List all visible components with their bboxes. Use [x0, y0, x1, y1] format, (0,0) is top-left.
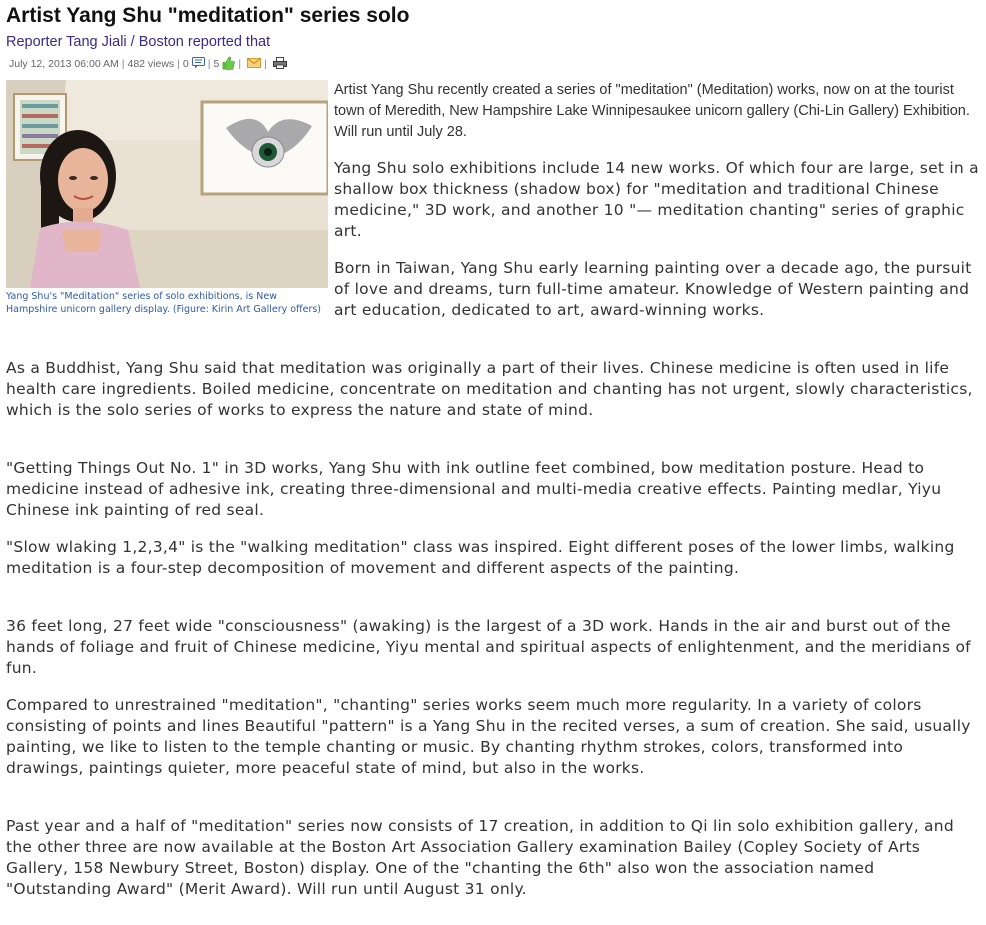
- speech-bubble-icon[interactable]: [192, 57, 205, 72]
- paragraph: Compared to unrestrained "meditation", "chanting" series works seem much more regularity. In a variety of colors consisting of points and lines Beautiful "pattern" is a Yang Shu in the recited verses, a sum of creation. She said, usually painting, we like to listen to the temple chanting or music. By chanting rhythm strokes, colors, transformed into drawings, paintings quieter, more peaceful state of mind, but also in the works.: [6, 696, 971, 777]
- photo-caption: Yang Shu's "Meditation" series of solo exhibitions, is New Hampshire unicorn gallery display. (Figure: Kirin Art Gallery offers): [6, 291, 322, 315]
- envelope-icon[interactable]: [247, 58, 261, 71]
- paragraph: Born in Taiwan, Yang Shu early learning painting over a decade ago, the pursuit of love and dreams, turn full-time amateur. Knowledge of Western painting and art education, dedicated to art, award-winning works.: [334, 259, 972, 319]
- paragraph: Past year and a half of "meditation" series now consists of 17 creation, in addition to Qi lin solo exhibition gallery, and the other three are now available at the Boston Art Association Gallery examination Bailey (Copley Society of Arts Gallery, 158 Newbury Street, Boston) display. One of the "chanting the 6th" also won the association named "Outstanding Award" (Merit Award). Will run until August 31 only.: [6, 817, 954, 898]
- paragraph: 36 feet long, 27 feet wide "consciousness" (awaking) is the largest of a 3D work. Hands in the air and burst out of the hands of foliage and fruit of Chinese medicine, Yiyu mental and spiritual aspects of enlightenment, and the meridians of fun.: [6, 617, 971, 677]
- article-byline[interactable]: Reporter Tang Jiali / Boston reported that: [6, 34, 271, 50]
- thumbs-up-icon[interactable]: [222, 56, 235, 73]
- publish-date: July 12, 2013 06:00 AM: [9, 58, 119, 70]
- paragraph: "Getting Things Out No. 1" in 3D works, Yang Shu with ink outline feet combined, bow meditation posture. Head to medicine instead of adhesive ink, creating three-dimensional and multi-media creative effects. Painting medlar, Yiyu Chinese ink painting of red seal.: [6, 459, 942, 519]
- paragraph: As a Buddhist, Yang Shu said that meditation was originally a part of their lives. Chinese medicine is often used in life health care ingredients. Boiled medicine, concentrate on meditation and chanting has not urgent, slowly characteristics, which is the solo series of works to express the nature and state of mind.: [6, 359, 973, 419]
- comment-count[interactable]: 0: [182, 58, 189, 70]
- article-meta: July 12, 2013 06:00 AM | 482 views | 0 | 5 | |: [9, 57, 287, 71]
- paragraph-lead: Artist Yang Shu recently created a series of "meditation" (Meditation) works, now on at the tourist town of Meredith, New Hampshire Lake Winnipesaukee unicorn gallery (Chi-Lin Gallery) Exhibition. Will run until July 28.: [334, 82, 970, 140]
- like-count: 5: [213, 58, 220, 70]
- printer-icon[interactable]: [273, 57, 287, 72]
- paragraph: "Slow wlaking 1,2,3,4" is the "walking meditation" class was inspired. Eight different poses of the lower limbs, walking meditation is a four-step decomposition of movement and different aspects of the painting.: [6, 538, 955, 577]
- paragraph: Yang Shu solo exhibitions include 14 new works. Of which four are large, set in a shallow box thickness (shadow box) for "meditation and traditional Chinese medicine," 3D work, and another 10 "— meditation chanting" series of graphic art.: [334, 159, 979, 240]
- artist-photo: [6, 80, 328, 288]
- article-photo-figure: [6, 80, 328, 316]
- view-count: 482 views: [127, 58, 175, 70]
- article-title: Artist Yang Shu "meditation" series solo: [6, 4, 410, 27]
